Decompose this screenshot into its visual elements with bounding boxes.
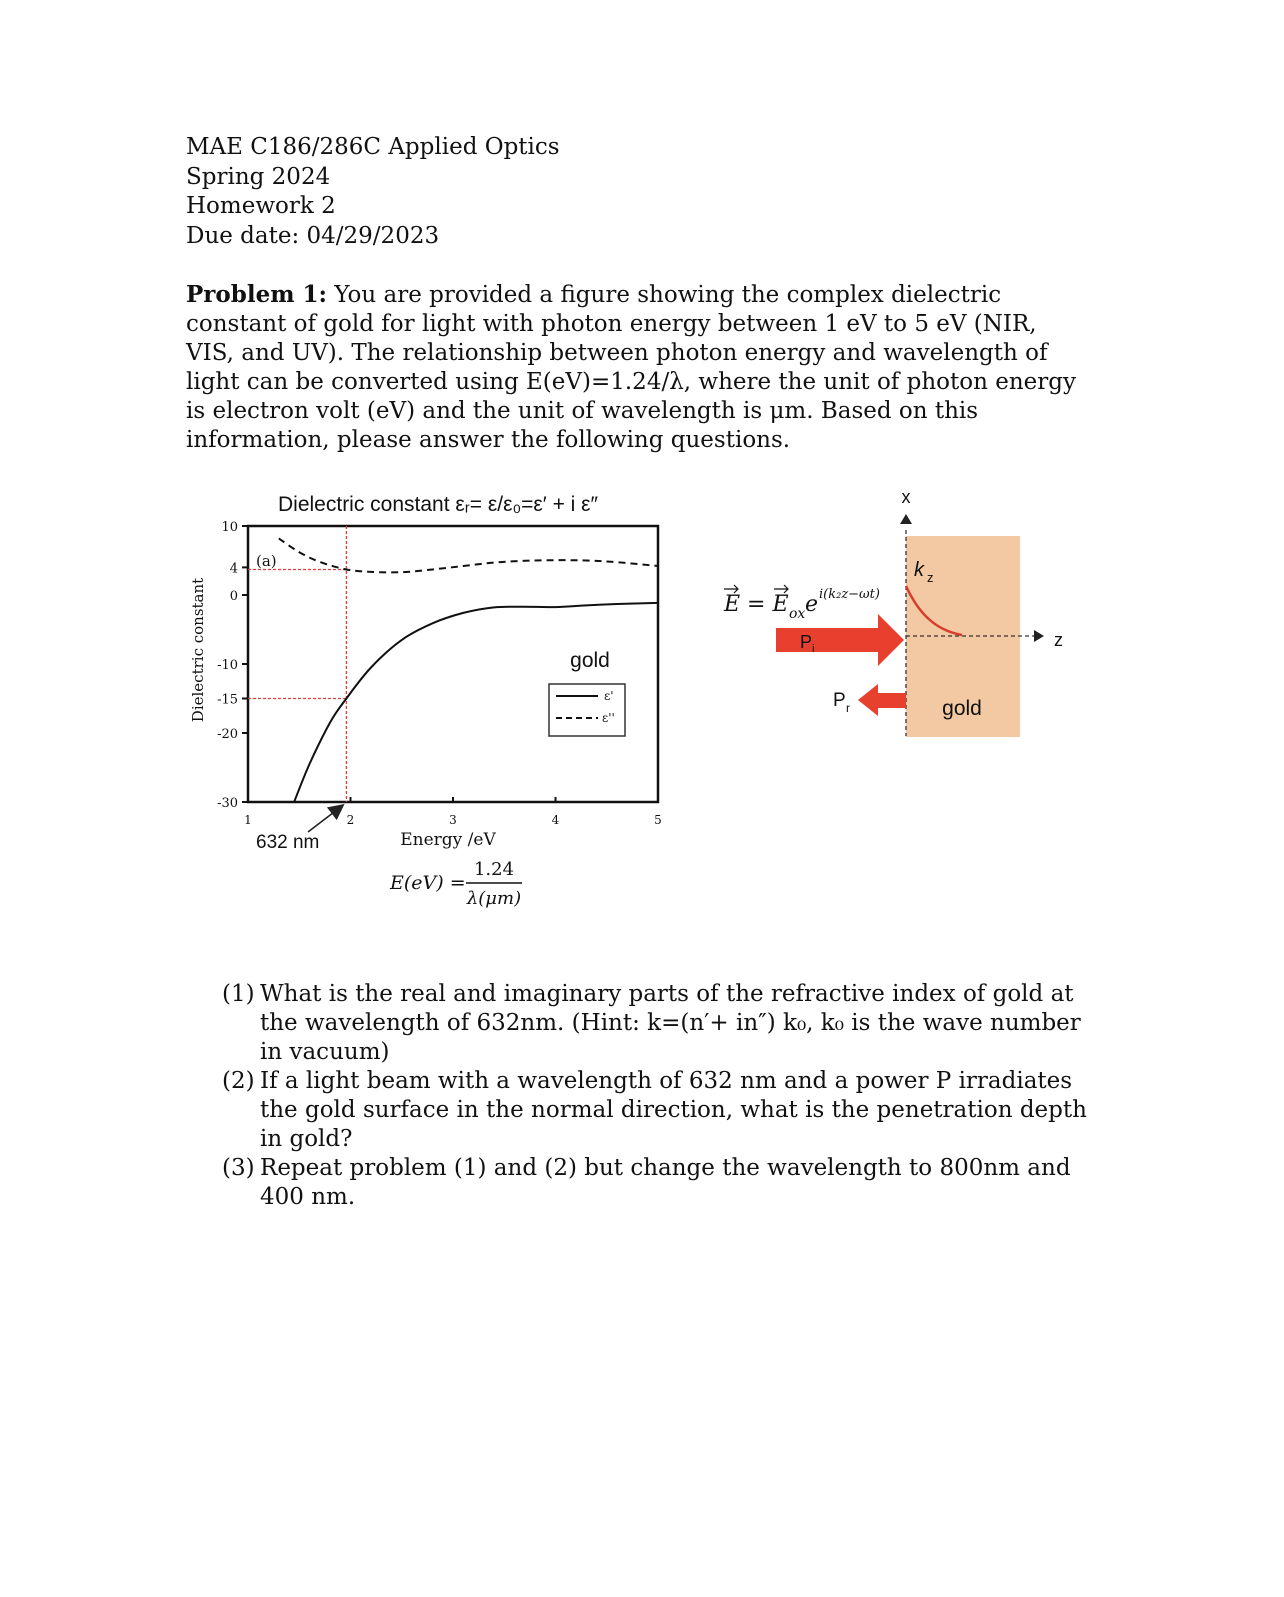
question-number: (1) bbox=[222, 981, 255, 1007]
x-axis-arrowhead bbox=[900, 514, 912, 524]
y-tick-label: -20 bbox=[217, 727, 238, 742]
question-text: Repeat problem (1) and (2) but change the wavelength to 800nm and 400 nm. bbox=[260, 1155, 1071, 1210]
legend-label-imag: ε'' bbox=[602, 711, 615, 725]
problem-text: You are provided a figure showing the complex dielectric constant of gold for light with photon energy between 1 eV to 5 eV (NIR, VIS, and UV). The relationship between photon energy and wavelength of light can be converted using E(eV)=1.24/λ, where the unit of photon energy is electron volt (eV) and the unit of wavelength is μm. Based on this information, please answer the following questions. bbox=[186, 282, 1076, 453]
reflected-subscript: r bbox=[846, 701, 850, 715]
y-tick-label: -30 bbox=[217, 796, 238, 811]
dielectric-chart bbox=[189, 493, 662, 909]
field-equation-exponent: i(k₂z−ωt) bbox=[819, 587, 880, 602]
question-text: What is the real and imaginary parts of the refractive index of gold at the wavelength of 632nm. (Hint: k=(n′+ in″) k₀, k₀ is the wave number in vacuum) bbox=[260, 981, 1081, 1065]
legend-box bbox=[549, 684, 625, 736]
formula-denominator: λ(μm) bbox=[466, 888, 522, 909]
x-tick-label: 1 bbox=[244, 813, 252, 827]
marker-arrow bbox=[308, 806, 342, 832]
y-tick-label: -10 bbox=[217, 658, 238, 673]
z-axis-arrowhead bbox=[1034, 630, 1044, 642]
x-tick-label: 2 bbox=[346, 813, 355, 827]
z-axis-label: z bbox=[1054, 630, 1063, 650]
wavevector-label: k bbox=[914, 559, 924, 581]
reflection-schematic bbox=[723, 487, 1063, 737]
incident-subscript: i bbox=[812, 643, 815, 655]
energy-formula bbox=[389, 859, 522, 909]
x-axis-label: Energy /eV bbox=[400, 830, 496, 850]
field-equation bbox=[723, 585, 880, 622]
panel-label: (a) bbox=[256, 552, 277, 570]
x-tick-label: 3 bbox=[449, 813, 457, 827]
y-tick-label: -15 bbox=[217, 692, 238, 708]
field-equation-subscript: ox bbox=[789, 606, 806, 622]
question-item bbox=[222, 980, 1092, 1067]
problem-label: Problem 1: bbox=[186, 281, 328, 308]
term: Spring 2024 bbox=[186, 163, 331, 190]
x-tick-label: 4 bbox=[551, 813, 560, 827]
question-number: (2) bbox=[222, 1068, 255, 1094]
question-item bbox=[222, 1154, 1092, 1212]
due-date: Due date: 04/29/2023 bbox=[186, 222, 440, 249]
incident-label: P bbox=[800, 632, 813, 652]
reflected-label: P bbox=[833, 690, 846, 711]
question-number: (3) bbox=[222, 1155, 255, 1181]
y-ticks bbox=[217, 520, 248, 811]
legend-label-real: ε' bbox=[604, 689, 614, 703]
wavelength-marker-label: 632 nm bbox=[256, 832, 320, 853]
x-tick-label: 5 bbox=[654, 813, 662, 827]
legend bbox=[549, 649, 625, 736]
chart-title: Dielectric constant εᵣ= ε/ε₀=ε′ + i ε″ bbox=[278, 493, 598, 516]
field-equation-main: E = E bbox=[724, 592, 789, 617]
y-tick-label: 4 bbox=[229, 561, 238, 577]
reflected-arrow-icon bbox=[858, 684, 906, 716]
formula-numerator: 1.24 bbox=[473, 859, 515, 880]
y-axis-label: Dielectric constant bbox=[189, 577, 207, 723]
course-title: MAE C186/286C Applied Optics bbox=[186, 134, 560, 160]
question-list bbox=[222, 980, 1092, 1212]
x-axis-label: x bbox=[901, 487, 911, 507]
series-line-eps-imag bbox=[279, 538, 658, 572]
formula-lhs: E(eV) = bbox=[390, 872, 466, 894]
y-tick-label: 0 bbox=[229, 589, 238, 604]
field-equation-base: e bbox=[805, 592, 819, 617]
y-tick-label: 10 bbox=[221, 520, 238, 535]
homework-number: Homework 2 bbox=[186, 193, 336, 219]
question-text: If a light beam with a wavelength of 632 nm and a power P irradiates the gold surface in the normal direction, what is the penetration depth in gold? bbox=[260, 1068, 1087, 1152]
material-label: gold bbox=[942, 697, 982, 720]
legend-title: gold bbox=[570, 649, 610, 672]
wavevector-subscript: z bbox=[927, 570, 934, 585]
question-item bbox=[222, 1067, 1092, 1154]
